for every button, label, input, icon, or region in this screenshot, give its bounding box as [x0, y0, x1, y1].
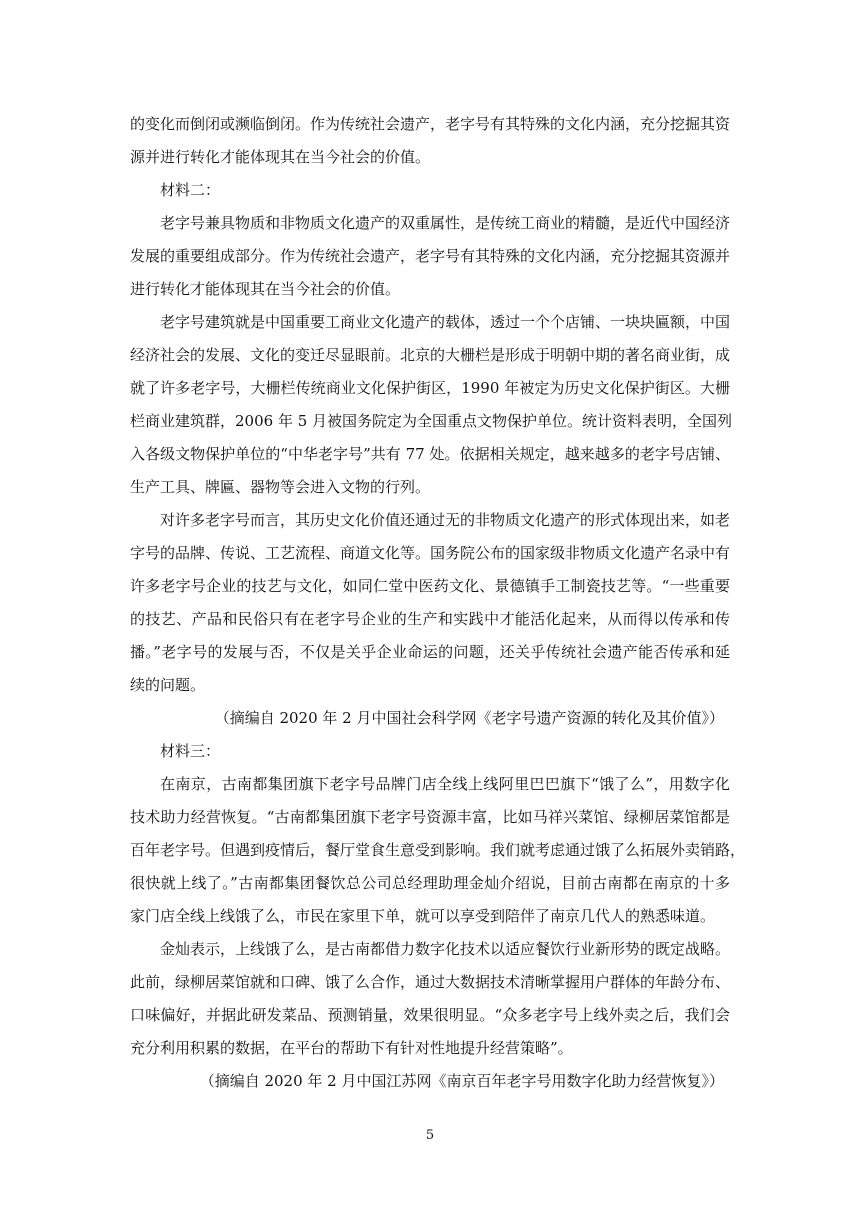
text-line: 就了许多老字号，大栅栏传统商业文化保护街区，1990 年被定为历史文化保护街区。大栅: [130, 379, 730, 397]
text-line: 的技艺、产品和民俗只有在老字号企业的生产和实践中才能活化起来，从而得以传承和传: [130, 610, 730, 628]
text-line: 许多老字号企业的技艺与文化，如同仁堂中医药文化、景德镇手工制瓷技艺等。“一些重要: [130, 577, 730, 595]
text-line: 入各级文物保护单位的“中华老字号”共有 77 处。依据相关规定，越来越多的老字号店铺、: [130, 445, 730, 463]
text-line: 百年老字号。但遇到疫情后，餐厅堂食生意受到影响。我们就考虑通过饿了么拓展外卖销路，: [130, 841, 746, 859]
text-line: 对许多老字号而言，其历史文化价值还通过无的非物质文化遗产的形式体现出来，如老: [160, 511, 731, 529]
text-line: 家门店全线上线饿了么，市民在家里下单，就可以享受到陪伴了南京几代人的熟悉味道。: [130, 907, 716, 925]
section-label-material-3: 材料三：: [160, 742, 221, 760]
text-line: 老字号兼具物质和非物质文化遗产的双重属性，是传统工商业的精髓，是近代中国经济: [160, 214, 731, 232]
text-line: 经济社会的发展、文化的变迁尽显眼前。北京的大栅栏是形成于明朝中期的著名商业街，成: [130, 346, 731, 364]
text-line: 很快就上线了。”古南都集团餐饮总公司总经理助理金灿介绍说，目前古南都在南京的十多: [130, 874, 730, 892]
text-line: 在南京，古南都集团旗下老字号品牌门店全线上线阿里巴巴旗下“饿了么”，用数字化: [160, 775, 730, 793]
text-line: 金灿表示，上线饿了么，是古南都借力数字化技术以适应餐饮行业新形势的既定战略。: [160, 940, 731, 958]
section-label-material-2: 材料二：: [160, 181, 221, 199]
text-line: 充分利用积累的数据，在平台的帮助下有针对性地提升经营策略”。: [130, 1039, 573, 1057]
source-citation-material-2: （摘编自 2020 年 2 月中国社会科学网《老字号遗产资源的转化及其价值》）: [214, 709, 724, 727]
text-line: 生产工具、牌匾、器物等会进入文物的行列。: [130, 478, 431, 496]
text-line: 此前，绿柳居菜馆就和口碑、饿了么合作，通过大数据技术清晰掌握用户群体的年龄分布、: [130, 973, 731, 991]
text-line: 续的问题。: [130, 676, 206, 694]
text-line: 口味偏好，并据此研发菜品、预测销量，效果很明显。“众多老字号上线外卖之后，我们会: [130, 1006, 730, 1024]
source-citation-material-3: （摘编自 2020 年 2 月中国江苏网《南京百年老字号用数字化助力经营恢复》）: [199, 1072, 724, 1090]
text-line: 进行转化才能体现其在当今社会的价值。: [130, 280, 401, 298]
text-line: 的变化而倒闭或濒临倒闭。作为传统社会遗产，老字号有其特殊的文化内涵，充分挖掘其资: [130, 115, 731, 133]
text-line: 字号的品牌、传说、工艺流程、商道文化等。国务院公布的国家级非物质文化遗产名录中有: [130, 544, 731, 562]
text-line: 老字号建筑就是中国重要工商业文化遗产的载体，透过一个个店铺、一块块匾额，中国: [160, 313, 731, 331]
text-line: 技术助力经营恢复。“古南都集团旗下老字号资源丰富，比如马祥兴菜馆、绿柳居菜馆都是: [130, 808, 730, 826]
page-number: 5: [425, 1128, 435, 1143]
text-line: 源并进行转化才能体现其在当今社会的价值。: [130, 148, 431, 166]
document-body: [130, 108, 746, 1098]
text-line: 栏商业建筑群，2006 年 5 月被国务院定为全国重点文物保护单位。统计资料表明，全国列: [130, 412, 733, 430]
text-line: 发展的重要组成部分。作为传统社会遗产，老字号有其特殊的文化内涵，充分挖掘其资源并: [130, 247, 731, 265]
text-line: 播。”老字号的发展与否，不仅是关乎企业命运的问题，还关乎传统社会遗产能否传承和延: [130, 643, 730, 661]
